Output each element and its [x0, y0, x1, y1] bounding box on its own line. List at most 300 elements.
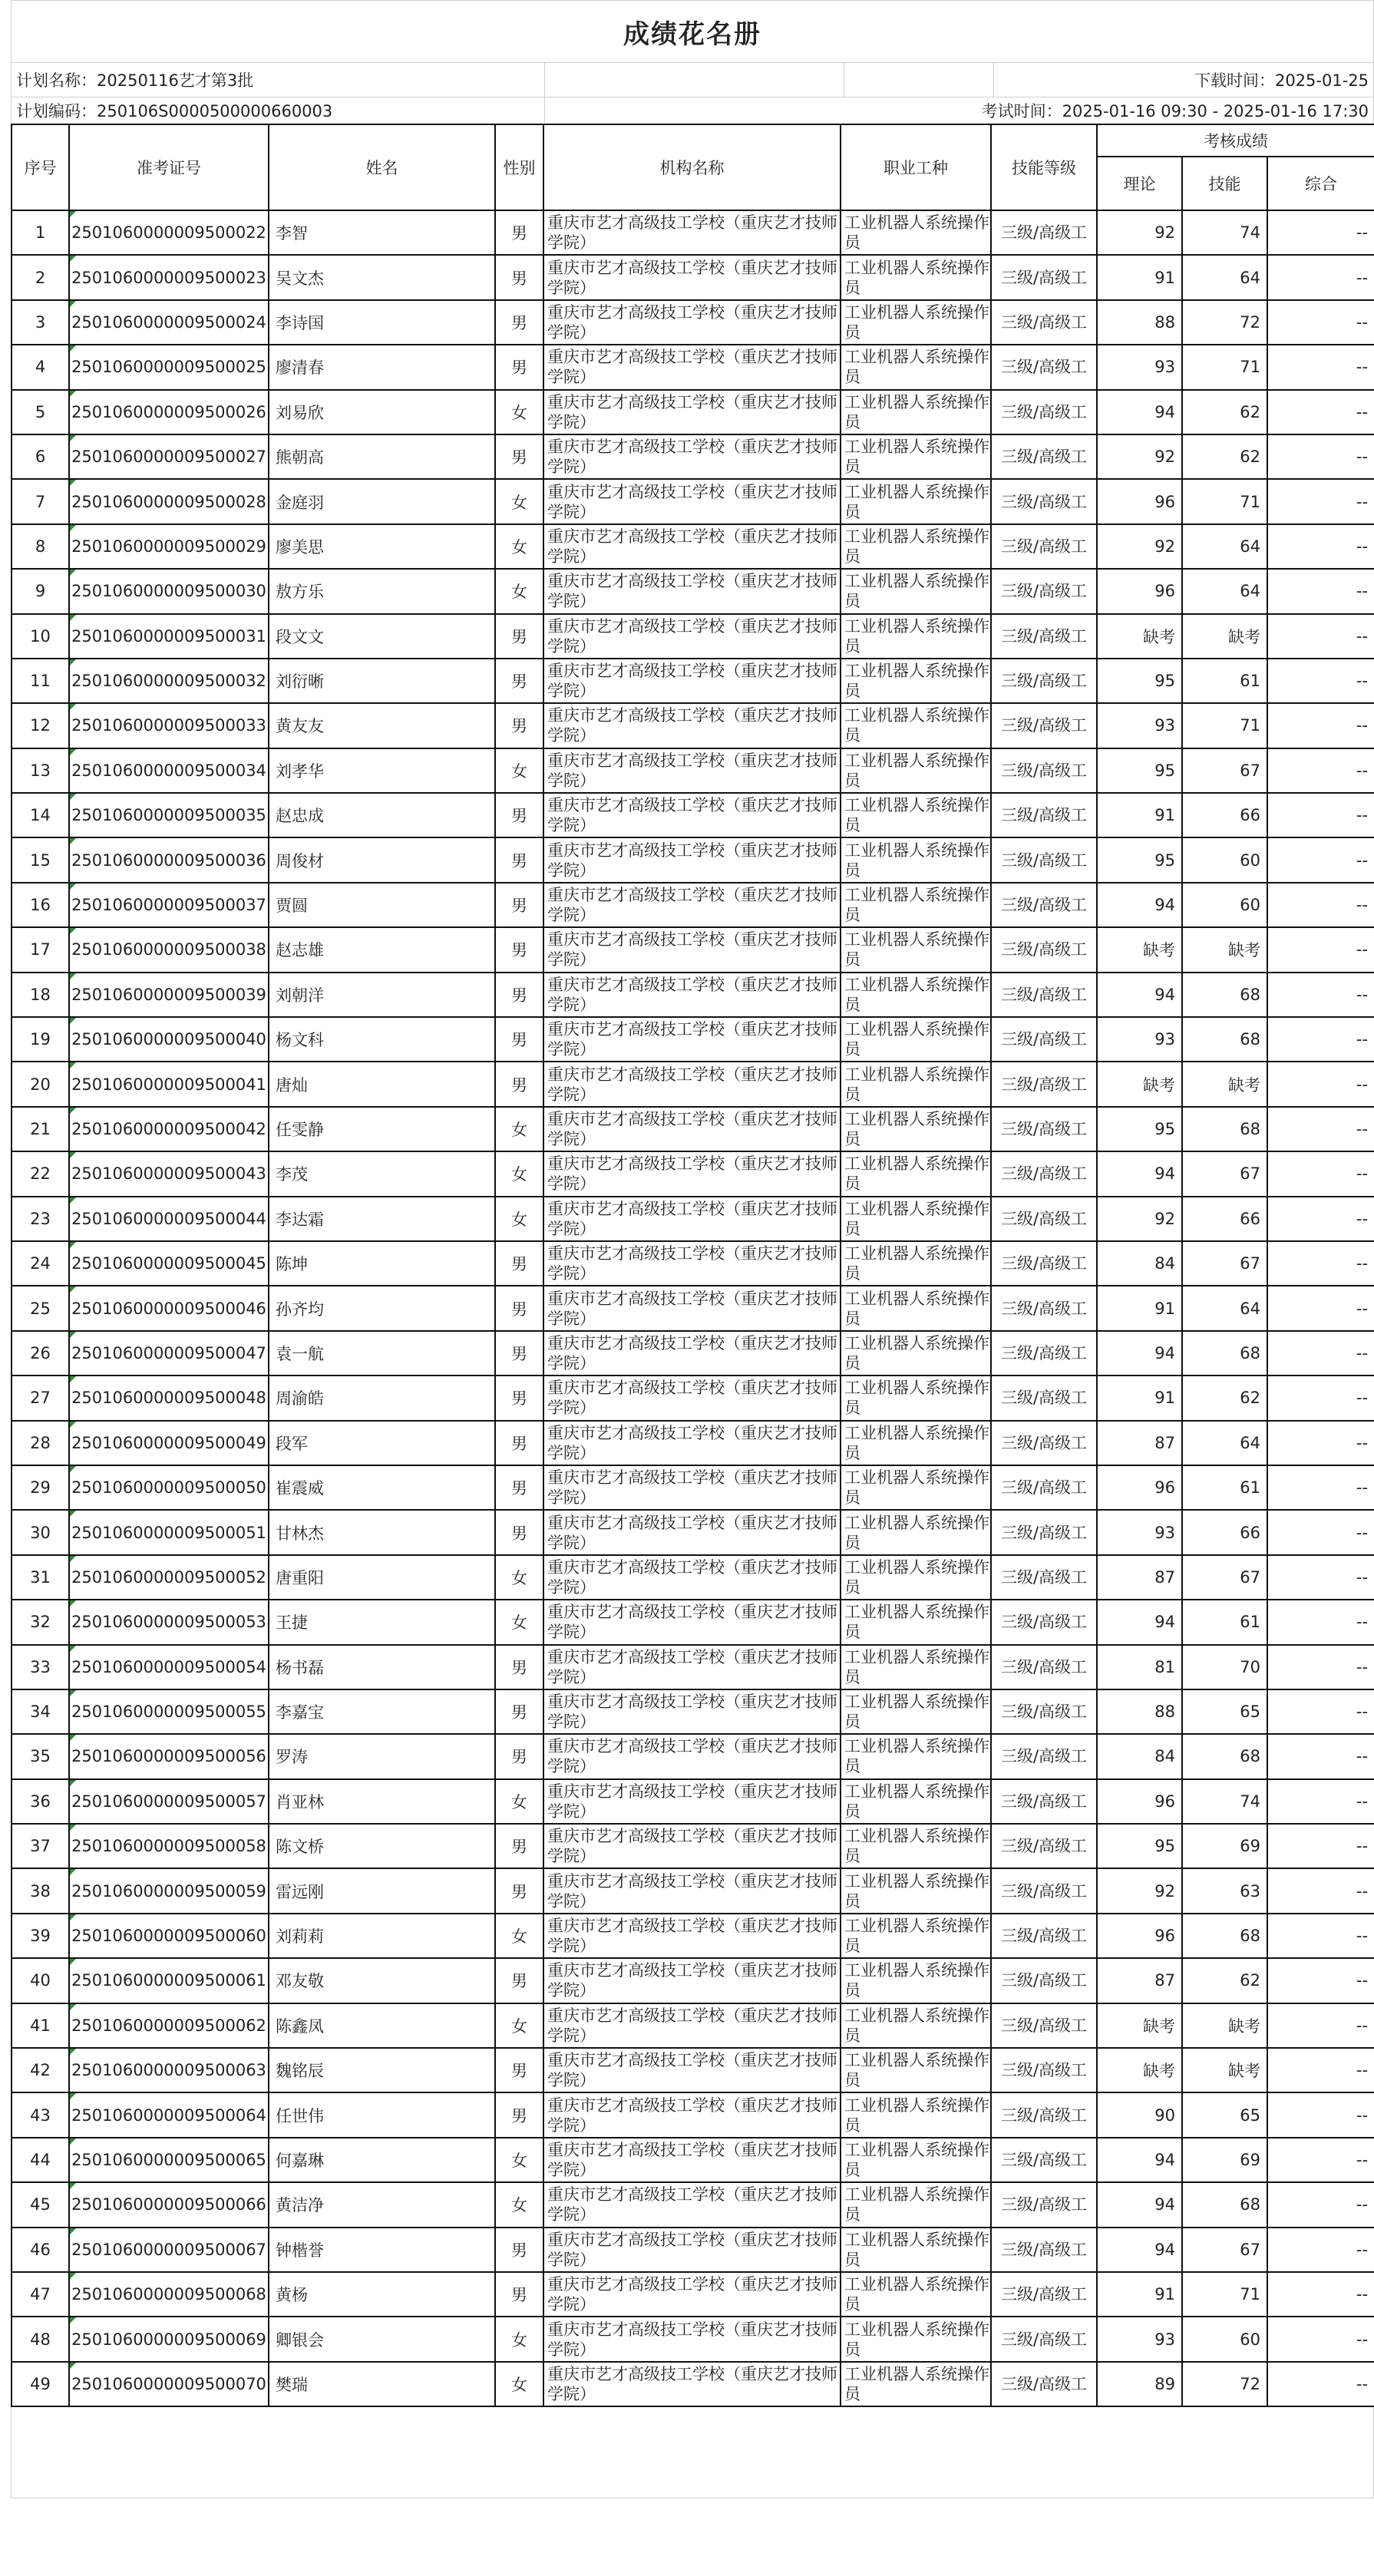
row-skill: 72 [1182, 300, 1267, 345]
row-name: 周渝皓 [269, 1376, 495, 1420]
row-job: 工业机器人系统操作员 [841, 659, 991, 703]
row-skill: 64 [1182, 1421, 1267, 1465]
row-gender: 女 [495, 1555, 543, 1600]
row-name: 陈坤 [269, 1241, 495, 1286]
meta-blank-1 [545, 63, 844, 97]
row-level: 三级/高级工 [991, 255, 1097, 299]
row-seq: 20 [12, 1062, 69, 1106]
row-gender: 男 [495, 1824, 543, 1868]
row-level: 三级/高级工 [991, 1734, 1097, 1778]
row-org: 重庆市艺才高级技工学校（重庆艺才技师学院） [543, 1151, 841, 1196]
row-total: -- [1267, 345, 1374, 389]
row-level: 三级/高级工 [991, 2138, 1097, 2182]
row-job: 工业机器人系统操作员 [841, 1376, 991, 1420]
row-name: 黄洁净 [269, 2182, 495, 2227]
row-job: 工业机器人系统操作员 [841, 434, 991, 479]
row-job: 工业机器人系统操作员 [841, 479, 991, 523]
row-skill: 64 [1182, 569, 1267, 613]
row-level: 三级/高级工 [991, 2003, 1097, 2048]
row-theory: 96 [1097, 1465, 1182, 1510]
row-seq: 32 [12, 1600, 69, 1644]
row-level: 三级/高级工 [991, 1241, 1097, 1286]
row-level: 三级/高级工 [991, 1958, 1097, 2003]
table-row [12, 1421, 1374, 1465]
row-name: 段军 [269, 1421, 495, 1465]
row-total: -- [1267, 2138, 1374, 2182]
row-theory: 91 [1097, 1376, 1182, 1420]
row-ticket-id: 2501060000009500046 [69, 1286, 269, 1330]
row-gender: 男 [495, 837, 543, 882]
row-level: 三级/高级工 [991, 973, 1097, 1017]
row-skill: 70 [1182, 1645, 1267, 1689]
row-total: -- [1267, 2092, 1374, 2137]
row-job: 工业机器人系统操作员 [841, 1241, 991, 1286]
table-row [12, 1197, 1374, 1241]
row-name: 唐灿 [269, 1062, 495, 1106]
row-skill: 63 [1182, 1868, 1267, 1913]
table-row [12, 1600, 1374, 1644]
row-level: 三级/高级工 [991, 345, 1097, 389]
row-org: 重庆市艺才高级技工学校（重庆艺才技师学院） [543, 434, 841, 479]
header-scores: 考核成绩 [1097, 124, 1374, 157]
row-gender: 男 [495, 703, 543, 748]
row-gender: 男 [495, 793, 543, 837]
row-gender: 女 [495, 2138, 543, 2182]
row-name: 任雯静 [269, 1107, 495, 1151]
row-seq: 15 [12, 837, 69, 882]
row-total: -- [1267, 434, 1374, 479]
row-theory: 96 [1097, 479, 1182, 523]
row-job: 工业机器人系统操作员 [841, 1779, 991, 1824]
header-gender: 性别 [495, 124, 543, 210]
score-table [11, 124, 1374, 2407]
row-level: 三级/高级工 [991, 1824, 1097, 1868]
row-ticket-id: 2501060000009500042 [69, 1107, 269, 1151]
row-org: 重庆市艺才高级技工学校（重庆艺才技师学院） [543, 1107, 841, 1151]
row-theory: 95 [1097, 659, 1182, 703]
row-name: 李智 [269, 210, 495, 255]
row-org: 重庆市艺才高级技工学校（重庆艺才技师学院） [543, 1286, 841, 1330]
row-org: 重庆市艺才高级技工学校（重庆艺才技师学院） [543, 210, 841, 255]
row-total: -- [1267, 1734, 1374, 1778]
row-ticket-id: 2501060000009500032 [69, 659, 269, 703]
row-gender: 女 [495, 390, 543, 434]
row-seq: 5 [12, 390, 69, 434]
row-gender: 女 [495, 524, 543, 569]
row-org: 重庆市艺才高级技工学校（重庆艺才技师学院） [543, 1421, 841, 1465]
download-time: 下载时间：2025-01-25 [1194, 71, 1369, 90]
row-ticket-id: 2501060000009500070 [69, 2362, 269, 2406]
row-job: 工业机器人系统操作员 [841, 1645, 991, 1689]
row-name: 黄杨 [269, 2272, 495, 2317]
row-level: 三级/高级工 [991, 1331, 1097, 1376]
row-skill: 62 [1182, 1376, 1267, 1420]
row-seq: 19 [12, 1017, 69, 1062]
row-theory: 87 [1097, 1421, 1182, 1465]
row-ticket-id: 2501060000009500068 [69, 2272, 269, 2317]
row-total: -- [1267, 1779, 1374, 1824]
row-ticket-id: 2501060000009500044 [69, 1197, 269, 1241]
row-job: 工业机器人系统操作员 [841, 300, 991, 345]
row-seq: 18 [12, 973, 69, 1017]
row-seq: 30 [12, 1510, 69, 1554]
table-row [12, 300, 1374, 345]
table-row [12, 793, 1374, 837]
row-gender: 男 [495, 1421, 543, 1465]
row-ticket-id: 2501060000009500036 [69, 837, 269, 882]
row-level: 三级/高级工 [991, 1600, 1097, 1644]
row-ticket-id: 2501060000009500029 [69, 524, 269, 569]
row-theory: 94 [1097, 390, 1182, 434]
row-total: -- [1267, 524, 1374, 569]
page-title: 成绩花名册 [623, 18, 761, 50]
row-total: -- [1267, 255, 1374, 299]
row-seq: 17 [12, 927, 69, 972]
row-level: 三级/高级工 [991, 2228, 1097, 2272]
row-ticket-id: 2501060000009500022 [69, 210, 269, 255]
row-job: 工业机器人系统操作员 [841, 1017, 991, 1062]
row-level: 三级/高级工 [991, 748, 1097, 793]
row-org: 重庆市艺才高级技工学校（重庆艺才技师学院） [543, 1600, 841, 1644]
row-theory: 94 [1097, 2138, 1182, 2182]
row-total: -- [1267, 703, 1374, 748]
row-ticket-id: 2501060000009500052 [69, 1555, 269, 1600]
row-level: 三级/高级工 [991, 883, 1097, 927]
row-gender: 男 [495, 1376, 543, 1420]
row-org: 重庆市艺才高级技工学校（重庆艺才技师学院） [543, 973, 841, 1017]
row-ticket-id: 2501060000009500053 [69, 1600, 269, 1644]
row-ticket-id: 2501060000009500064 [69, 2092, 269, 2137]
row-org: 重庆市艺才高级技工学校（重庆艺才技师学院） [543, 1868, 841, 1913]
row-level: 三级/高级工 [991, 2317, 1097, 2361]
table-row [12, 2362, 1374, 2406]
row-ticket-id: 2501060000009500062 [69, 2003, 269, 2048]
row-theory: 92 [1097, 1868, 1182, 1913]
table-row [12, 1958, 1374, 2003]
row-ticket-id: 2501060000009500043 [69, 1151, 269, 1196]
row-name: 李达霜 [269, 1197, 495, 1241]
table-row [12, 1645, 1374, 1689]
row-org: 重庆市艺才高级技工学校（重庆艺才技师学院） [543, 300, 841, 345]
row-seq: 41 [12, 2003, 69, 2048]
row-skill: 72 [1182, 2362, 1267, 2406]
row-skill: 71 [1182, 345, 1267, 389]
row-org: 重庆市艺才高级技工学校（重庆艺才技师学院） [543, 1197, 841, 1241]
table-row [12, 1779, 1374, 1824]
row-name: 唐重阳 [269, 1555, 495, 1600]
row-total: -- [1267, 1645, 1374, 1689]
row-org: 重庆市艺才高级技工学校（重庆艺才技师学院） [543, 1958, 841, 2003]
row-seq: 12 [12, 703, 69, 748]
row-theory: 缺考 [1097, 2003, 1182, 2048]
row-theory: 94 [1097, 2182, 1182, 2227]
row-name: 何嘉琳 [269, 2138, 495, 2182]
table-row [12, 390, 1374, 434]
row-job: 工业机器人系统操作员 [841, 1421, 991, 1465]
row-theory: 94 [1097, 2228, 1182, 2272]
table-row [12, 1241, 1374, 1286]
row-seq: 48 [12, 2317, 69, 2361]
row-skill: 68 [1182, 1107, 1267, 1151]
row-name: 雷远刚 [269, 1868, 495, 1913]
table-row [12, 1510, 1374, 1554]
row-name: 孙齐均 [269, 1286, 495, 1330]
row-level: 三级/高级工 [991, 524, 1097, 569]
row-ticket-id: 2501060000009500050 [69, 1465, 269, 1510]
row-skill: 68 [1182, 1914, 1267, 1958]
row-skill: 64 [1182, 1286, 1267, 1330]
row-theory: 93 [1097, 1510, 1182, 1554]
row-name: 刘朝洋 [269, 973, 495, 1017]
header-theory: 理论 [1097, 157, 1182, 210]
row-total: -- [1267, 1421, 1374, 1465]
row-name: 王捷 [269, 1600, 495, 1644]
row-theory: 92 [1097, 434, 1182, 479]
table-row [12, 1465, 1374, 1510]
row-org: 重庆市艺才高级技工学校（重庆艺才技师学院） [543, 2003, 841, 2048]
table-row [12, 2138, 1374, 2182]
row-theory: 94 [1097, 883, 1182, 927]
row-org: 重庆市艺才高级技工学校（重庆艺才技师学院） [543, 1779, 841, 1824]
row-theory: 93 [1097, 2317, 1182, 2361]
row-skill: 缺考 [1182, 614, 1267, 659]
header-seq: 序号 [12, 124, 69, 210]
row-gender: 男 [495, 1645, 543, 1689]
row-seq: 9 [12, 569, 69, 613]
row-seq: 37 [12, 1824, 69, 1868]
row-skill: 62 [1182, 434, 1267, 479]
row-ticket-id: 2501060000009500067 [69, 2228, 269, 2272]
row-gender: 女 [495, 479, 543, 523]
row-level: 三级/高级工 [991, 2048, 1097, 2092]
row-level: 三级/高级工 [991, 210, 1097, 255]
row-theory: 96 [1097, 569, 1182, 613]
row-ticket-id: 2501060000009500034 [69, 748, 269, 793]
title-row [11, 0, 1374, 62]
table-row [12, 2003, 1374, 2048]
row-level: 三级/高级工 [991, 793, 1097, 837]
row-seq: 34 [12, 1689, 69, 1734]
row-job: 工业机器人系统操作员 [841, 1958, 991, 2003]
row-gender: 男 [495, 1689, 543, 1734]
row-seq: 45 [12, 2182, 69, 2227]
row-skill: 68 [1182, 2182, 1267, 2227]
row-ticket-id: 2501060000009500054 [69, 1645, 269, 1689]
row-gender: 男 [495, 2272, 543, 2317]
row-seq: 28 [12, 1421, 69, 1465]
row-seq: 24 [12, 1241, 69, 1286]
row-job: 工业机器人系统操作员 [841, 1062, 991, 1106]
row-name: 廖清春 [269, 345, 495, 389]
row-gender: 女 [495, 1779, 543, 1824]
row-level: 三级/高级工 [991, 1465, 1097, 1510]
row-total: -- [1267, 1017, 1374, 1062]
row-total: -- [1267, 659, 1374, 703]
row-gender: 男 [495, 255, 543, 299]
row-theory: 91 [1097, 1286, 1182, 1330]
row-job: 工业机器人系统操作员 [841, 703, 991, 748]
row-org: 重庆市艺才高级技工学校（重庆艺才技师学院） [543, 793, 841, 837]
row-total: -- [1267, 1510, 1374, 1554]
row-name: 肖亚林 [269, 1779, 495, 1824]
row-job: 工业机器人系统操作员 [841, 390, 991, 434]
row-skill: 67 [1182, 2228, 1267, 2272]
row-total: -- [1267, 748, 1374, 793]
row-theory: 94 [1097, 1331, 1182, 1376]
row-total: -- [1267, 1331, 1374, 1376]
table-row [12, 2317, 1374, 2361]
row-seq: 1 [12, 210, 69, 255]
row-seq: 14 [12, 793, 69, 837]
row-total: -- [1267, 2272, 1374, 2317]
row-org: 重庆市艺才高级技工学校（重庆艺才技师学院） [543, 1689, 841, 1734]
score-roster-sheet [11, 0, 1374, 2498]
table-row [12, 1824, 1374, 1868]
row-seq: 2 [12, 255, 69, 299]
row-skill: 60 [1182, 837, 1267, 882]
row-org: 重庆市艺才高级技工学校（重庆艺才技师学院） [543, 1465, 841, 1510]
header-name: 姓名 [269, 124, 495, 210]
row-total: -- [1267, 973, 1374, 1017]
row-name: 李嘉宝 [269, 1689, 495, 1734]
row-total: -- [1267, 837, 1374, 882]
row-ticket-id: 2501060000009500028 [69, 479, 269, 523]
row-total: -- [1267, 1600, 1374, 1644]
row-level: 三级/高级工 [991, 1197, 1097, 1241]
row-skill: 65 [1182, 1689, 1267, 1734]
row-gender: 男 [495, 1331, 543, 1376]
table-row [12, 703, 1374, 748]
row-theory: 95 [1097, 1824, 1182, 1868]
row-seq: 21 [12, 1107, 69, 1151]
row-name: 刘莉莉 [269, 1914, 495, 1958]
row-theory: 94 [1097, 1600, 1182, 1644]
row-theory: 92 [1097, 1197, 1182, 1241]
row-org: 重庆市艺才高级技工学校（重庆艺才技师学院） [543, 1914, 841, 1958]
row-seq: 23 [12, 1197, 69, 1241]
table-body [12, 210, 1374, 2406]
row-gender: 男 [495, 210, 543, 255]
row-job: 工业机器人系统操作员 [841, 2228, 991, 2272]
row-skill: 68 [1182, 1734, 1267, 1778]
row-name: 杨文科 [269, 1017, 495, 1062]
header-ticket: 准考证号 [69, 124, 269, 210]
row-name: 贾圆 [269, 883, 495, 927]
row-skill: 缺考 [1182, 927, 1267, 972]
row-skill: 67 [1182, 1555, 1267, 1600]
row-seq: 3 [12, 300, 69, 345]
row-ticket-id: 2501060000009500026 [69, 390, 269, 434]
row-level: 三级/高级工 [991, 659, 1097, 703]
row-name: 任世伟 [269, 2092, 495, 2137]
row-seq: 39 [12, 1914, 69, 1958]
row-level: 三级/高级工 [991, 434, 1097, 479]
row-gender: 女 [495, 1600, 543, 1644]
row-org: 重庆市艺才高级技工学校（重庆艺才技师学院） [543, 2092, 841, 2137]
row-job: 工业机器人系统操作员 [841, 1465, 991, 1510]
row-job: 工业机器人系统操作员 [841, 1914, 991, 1958]
row-name: 李诗国 [269, 300, 495, 345]
row-skill: 74 [1182, 1779, 1267, 1824]
row-level: 三级/高级工 [991, 1868, 1097, 1913]
row-seq: 26 [12, 1331, 69, 1376]
row-theory: 93 [1097, 1017, 1182, 1062]
row-total: -- [1267, 2182, 1374, 2227]
row-theory: 88 [1097, 1689, 1182, 1734]
row-theory: 94 [1097, 1151, 1182, 1196]
row-job: 工业机器人系统操作员 [841, 1286, 991, 1330]
plan-name: 计划名称：20250116艺才第3批 [12, 63, 545, 97]
row-gender: 男 [495, 300, 543, 345]
row-ticket-id: 2501060000009500056 [69, 1734, 269, 1778]
row-theory: 96 [1097, 1914, 1182, 1958]
row-total: -- [1267, 1958, 1374, 2003]
plan-code: 计划编码：250106S000050000066000​3 [12, 97, 545, 124]
row-gender: 男 [495, 659, 543, 703]
row-job: 工业机器人系统操作员 [841, 524, 991, 569]
row-level: 三级/高级工 [991, 390, 1097, 434]
table-row [12, 1914, 1374, 1958]
row-skill: 缺考 [1182, 2048, 1267, 2092]
row-theory: 87 [1097, 1958, 1182, 2003]
row-name: 袁一航 [269, 1331, 495, 1376]
row-total: -- [1267, 1914, 1374, 1958]
row-total: -- [1267, 927, 1374, 972]
row-ticket-id: 2501060000009500040 [69, 1017, 269, 1062]
row-org: 重庆市艺才高级技工学校（重庆艺才技师学院） [543, 2048, 841, 2092]
row-ticket-id: 2501060000009500024 [69, 300, 269, 345]
row-job: 工业机器人系统操作员 [841, 1689, 991, 1734]
row-theory: 84 [1097, 1241, 1182, 1286]
row-org: 重庆市艺才高级技工学校（重庆艺才技师学院） [543, 479, 841, 523]
table-row [12, 659, 1374, 703]
row-ticket-id: 2501060000009500051 [69, 1510, 269, 1554]
row-theory: 87 [1097, 1555, 1182, 1600]
row-theory: 89 [1097, 2362, 1182, 2406]
row-gender: 男 [495, 2092, 543, 2137]
row-total: -- [1267, 2003, 1374, 2048]
row-job: 工业机器人系统操作员 [841, 2092, 991, 2137]
row-name: 邓友敬 [269, 1958, 495, 2003]
row-seq: 35 [12, 1734, 69, 1778]
row-org: 重庆市艺才高级技工学校（重庆艺才技师学院） [543, 390, 841, 434]
table-row [12, 614, 1374, 659]
row-gender: 女 [495, 748, 543, 793]
row-level: 三级/高级工 [991, 2182, 1097, 2227]
row-org: 重庆市艺才高级技工学校（重庆艺才技师学院） [543, 1645, 841, 1689]
row-skill: 67 [1182, 1241, 1267, 1286]
row-gender: 男 [495, 2228, 543, 2272]
row-total: -- [1267, 1465, 1374, 1510]
row-job: 工业机器人系统操作员 [841, 2362, 991, 2406]
row-ticket-id: 2501060000009500039 [69, 973, 269, 1017]
row-seq: 25 [12, 1286, 69, 1330]
row-org: 重庆市艺才高级技工学校（重庆艺才技师学院） [543, 1555, 841, 1600]
row-org: 重庆市艺才高级技工学校（重庆艺才技师学院） [543, 883, 841, 927]
header-level: 技能等级 [991, 124, 1097, 210]
row-level: 三级/高级工 [991, 2092, 1097, 2137]
row-level: 三级/高级工 [991, 2272, 1097, 2317]
row-level: 三级/高级工 [991, 569, 1097, 613]
row-gender: 男 [495, 1465, 543, 1510]
row-theory: 缺考 [1097, 1062, 1182, 1106]
row-skill: 64 [1182, 524, 1267, 569]
row-job: 工业机器人系统操作员 [841, 748, 991, 793]
exam-time: 考试时间：2025-01-16 09:30 - 2025-01-16 17:30 [981, 102, 1369, 121]
table-row [12, 1376, 1374, 1420]
row-ticket-id: 2501060000009500065 [69, 2138, 269, 2182]
row-name: 金庭羽 [269, 479, 495, 523]
